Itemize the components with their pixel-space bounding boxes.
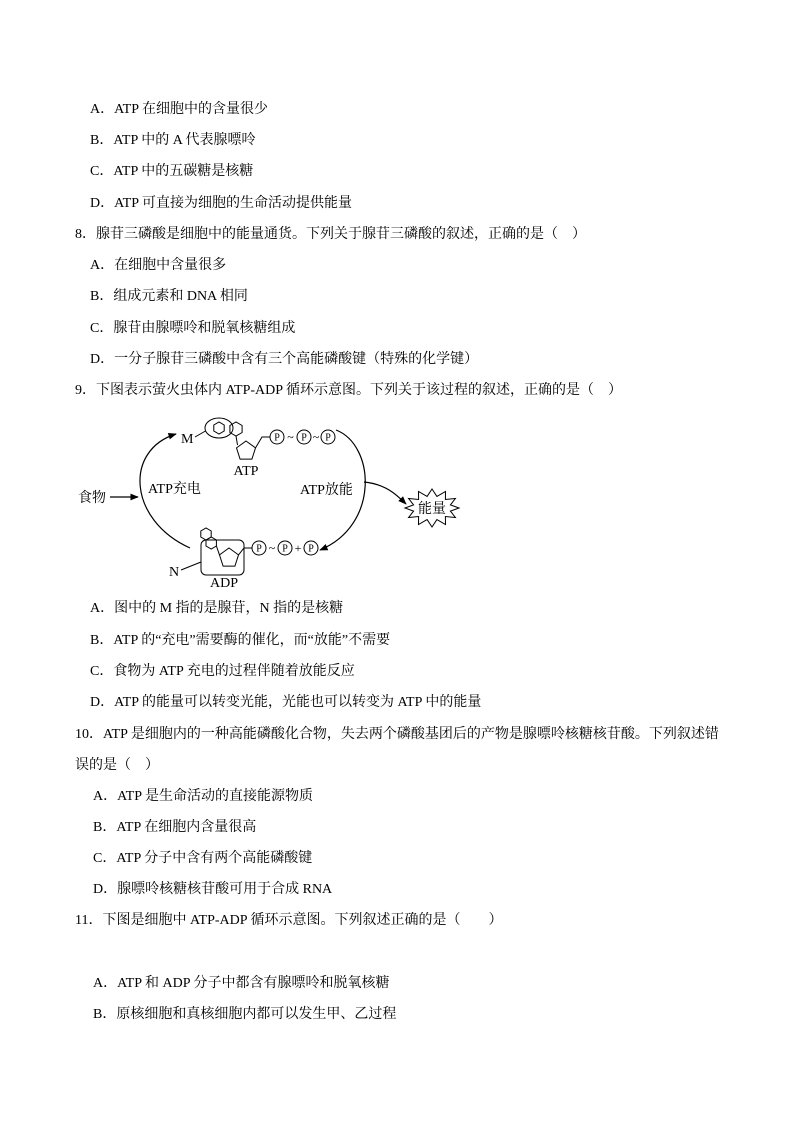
high-energy-bond: ~ [287, 430, 294, 444]
adenine-ribose-bond [216, 546, 219, 555]
phosphate-label: P [308, 543, 314, 555]
label-food: 食物 [78, 491, 106, 506]
energy-branch-arrow [364, 482, 406, 504]
adenine-ring-1 [214, 422, 224, 434]
q9-option-a: A．图中的 M 指的是腺苷，N 指的是核糖 [90, 601, 344, 616]
high-energy-bond: ~ [268, 541, 276, 555]
phosphate-label: P [325, 432, 331, 444]
q11-stem: 11．下图是细胞中 ATP-ADP 循环示意图。下列叙述正确的是（ ） [75, 913, 503, 928]
phosphate-label: P [301, 432, 307, 444]
m-pointer-line [195, 431, 206, 437]
q7-option-d: D．ATP 可直接为细胞的生命活动提供能量 [90, 196, 352, 211]
label-m: M [181, 432, 194, 447]
phosphate-label: P [282, 543, 288, 555]
label-release: ATP放能 [300, 483, 353, 498]
q7-option-c: C．ATP 中的五碳糖是核糖 [90, 164, 254, 179]
label-atp: ATP [233, 464, 259, 479]
ribose-pentagon-bottom [220, 548, 239, 566]
phosphate-label: P [256, 543, 262, 555]
high-energy-bond: ~ [312, 430, 320, 444]
q8-option-c: C．腺苷由腺嘌呤和脱氧核糖组成 [90, 321, 296, 336]
q10-option-a: A．ATP 是生命活动的直接能源物质 [93, 789, 313, 804]
q8-option-b: B．组成元素和 DNA 相同 [90, 289, 248, 304]
q10-option-c: C．ATP 分子中含有两个高能磷酸键 [93, 851, 313, 866]
ribose-phosphate-bond [239, 548, 253, 555]
adenine-ring-2 [206, 537, 216, 549]
ribose-pentagon-top [237, 441, 256, 459]
q7-option-a: A．ATP 在细胞中的含量很少 [90, 102, 268, 117]
label-adp: ADP [209, 576, 239, 591]
plus-sign: + [294, 541, 302, 555]
adenine-ellipse [205, 418, 233, 438]
phosphate-label: P [274, 432, 280, 444]
q9-option-c: C．食物为 ATP 充电的过程伴随着放能反应 [90, 664, 355, 679]
atp-adp-cycle-diagram [0, 410, 500, 600]
q7-option-b: B．ATP 中的 A 代表腺嘌呤 [90, 133, 256, 148]
q8-stem: 8．腺苷三磷酸是细胞中的能量通货。下列关于腺苷三磷酸的叙述，正确的是（ ） [75, 227, 586, 242]
label-energy: 能量 [418, 502, 446, 517]
label-n: N [169, 565, 180, 580]
label-charge: ATP充电 [148, 482, 201, 497]
q10-option-d: D．腺嘌呤核糖核苷酸可用于合成 RNA [93, 882, 333, 897]
q8-option-a: A．在细胞中含量很多 [90, 258, 227, 273]
q11-option-b: B．原核细胞和真核细胞内都可以发生甲、乙过程 [93, 1007, 397, 1022]
q11-option-a: A．ATP 和 ADP 分子中都含有腺嘌呤和脱氧核糖 [93, 976, 390, 991]
q9-stem: 9．下图表示萤火虫体内 ATP-ADP 循环示意图。下列关于该过程的叙述，正确的是（ ） [75, 383, 623, 398]
adenine-ribose-bond [236, 436, 238, 445]
q9-option-d: D．ATP 的能量可以转变光能，光能也可以转变为 ATP 中的能量 [90, 695, 482, 710]
q10-stem-line-2: 误的是（ ） [75, 758, 159, 773]
q8-option-d: D．一分子腺苷三磷酸中含有三个高能磷酸键（特殊的化学键） [90, 352, 479, 367]
adenine-ring-2 [230, 422, 242, 436]
ribose-phosphate-bond [256, 437, 271, 448]
n-pointer-line [181, 562, 201, 570]
q10-option-b: B．ATP 在细胞内含量很高 [93, 820, 257, 835]
q9-option-b: B．ATP 的“充电”需要酶的催化，而“放能”不需要 [90, 633, 391, 648]
q10-stem-line-1: 10．ATP 是细胞内的一种高能磷酸化合物，失去两个磷酸基团后的产物是腺嘌呤核糖核苷酸。下列叙述错 [75, 727, 719, 742]
